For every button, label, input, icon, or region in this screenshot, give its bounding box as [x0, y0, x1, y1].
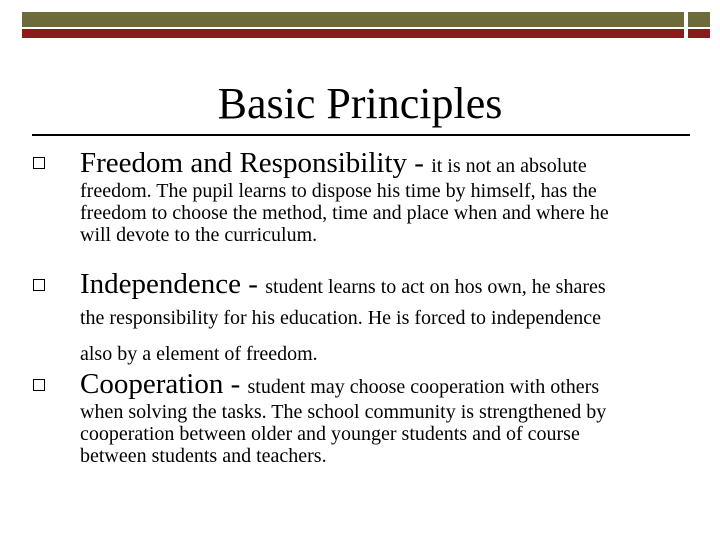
bullet-line: when solving the tasks. The school community is strengthened by: [80, 401, 607, 423]
bullet-first-line-text: student learns to act on hos own, he shares: [265, 276, 606, 298]
bullet-line: freedom. The pupil learns to dispose his time by himself, has the: [80, 180, 597, 202]
bullet-first-line: [80, 368, 680, 401]
bullet-square-icon: [33, 157, 45, 169]
bullet-line: will devote to the curriculum.: [80, 224, 318, 246]
title-underline: [32, 134, 690, 136]
bullet-heading: Independence -: [80, 268, 266, 300]
bullet-cooperation: [80, 368, 680, 467]
bullet-first-line-text: it is not an absolute: [431, 155, 587, 177]
bullet-line: freedom to choose the method, time and place when and where he: [80, 202, 609, 224]
olive-stripe: [22, 12, 684, 27]
bullet-independence: [80, 268, 680, 365]
bullet-line: between students and teachers.: [80, 445, 327, 467]
bullet-line: cooperation between older and younger students and of course: [80, 423, 580, 445]
red-square: [688, 29, 710, 38]
slide-title: Basic Principles: [217, 79, 503, 128]
bullet-first-line-text: student may choose cooperation with others: [247, 376, 600, 398]
bullet-first-line: [80, 147, 680, 180]
bullet-line: also by a element of freedom.: [80, 343, 318, 365]
bullet-first-line: [80, 268, 680, 301]
bullet-line: the responsibility for his education. He is forced to independence: [80, 307, 601, 329]
decorative-top-bar: [22, 12, 710, 40]
bullet-square-icon: [33, 379, 45, 391]
bullet-heading: Cooperation -: [80, 368, 248, 400]
olive-square: [688, 12, 710, 27]
bullet-freedom: [80, 147, 680, 246]
bullet-heading: Freedom and Responsibility -: [80, 147, 432, 179]
bullet-square-icon: [33, 279, 45, 291]
red-stripe: [22, 29, 684, 38]
